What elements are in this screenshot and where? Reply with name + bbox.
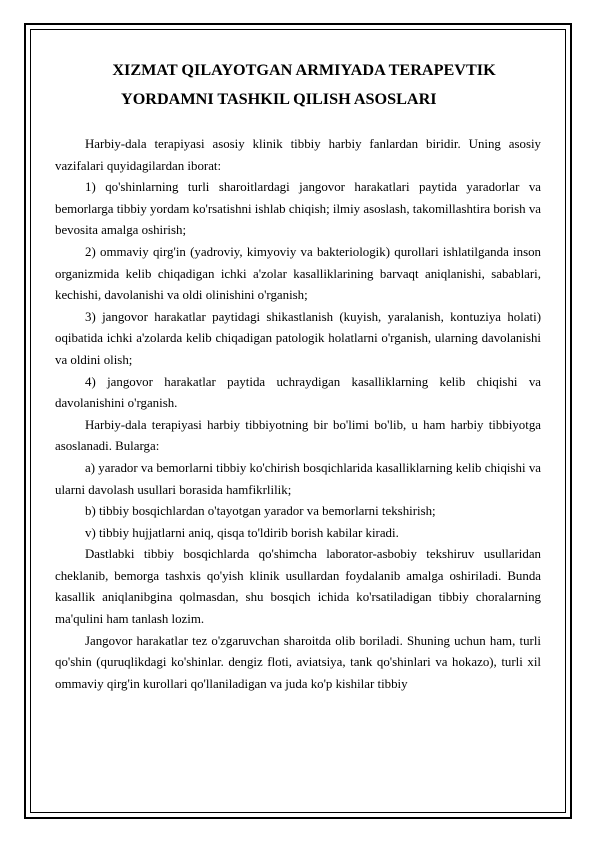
paragraph-item-1: 1) qo'shinlarning turli sharoitlardagi jangovor harakatlari paytida yaradorlar va bemorlarga tibbiy yordam ko'rsatishni ishlab chiqish; ilmiy asoslash, takomillashtira borish va bevosita amalga oshirish;: [55, 180, 541, 238]
paragraph-basis: Harbiy-dala terapiyasi harbiy tibbiyotning bir bo'limi bo'lib, u ham harbiy tibbiyotga asoslanadi. Bularga:: [55, 417, 541, 454]
paragraph-intro: Harbiy-dala terapiyasi asosiy klinik tibbiy harbiy fanlardan biridir. Uning asosiy vazifalari quyidagilardan iborat:: [55, 137, 541, 173]
document-body: [55, 134, 541, 695]
paragraph-item-a: a) yarador va bemorlarni tibbiy ko'chirish bosqichlarida kasalliklarning kelib chiqishi va ularni davolash usullari borasida hamfikrlilik;: [55, 460, 541, 497]
paragraph-item-v: v) tibbiy hujjatlarni aniq, qisqa to'ldirib borish kabilar kiradi.: [85, 525, 399, 540]
paragraph-item-3: 3) jangovor harakatlar paytidagi shikastlanish (kuyish, yaralanish, kontuziya holati) oqibatida ichki a'zolarda kelib chiqadigan patologik holatlarni o'rganish, ularning davolanishi va oldini olish;: [55, 309, 541, 367]
paragraph-initial-stages: Dastlabki tibbiy bosqichlarda qo'shimcha laborator-asbobiy tekshiruv usullaridan cheklanib, bemorga tashxis qo'yish klinik usullardan foydalanib amalga oshiriladi. Bunda kasallik aniqlanibgina qolmasdan, shu bosqich ichida ko'rsatiladigan tibbiy choralarning ma'qulini ham tanlash lozim.: [55, 547, 541, 627]
paragraph-item-2: 2) ommaviy qirg'in (yadroviy, kimyoviy va bakteriologik) qurollari ishlatilganda inson organizmida kelib chiqadigan ichki a'zolar kasalliklarining barvaqt aniqlanishi, sabablari, kechishi, davolanishi va oldi olinishini o'rganish;: [55, 244, 541, 303]
paragraph-combat-conditions: Jangovor harakatlar tez o'zgaruvchan sharoitda olib boriladi. Shuning uchun ham, turli qo'shin (quruqlikdagi ko'shinlar. dengiz floti, aviatsiya, tank qo'shinlari va hokazo), turli xil ommaviy qirg'in kurollari qo'llaniladigan va juda ko'p kishilar tibbiy: [55, 633, 541, 691]
title-line-1: XIZMAT QILAYOTGAN ARMIYADA TERAPEVTIK: [112, 61, 496, 79]
document-title: [55, 56, 541, 114]
title-line-2: YORDAMNI TASHKIL QILISH ASOSLARI: [121, 90, 437, 108]
paragraph-item-b: b) tibbiy bosqichlardan o'tayotgan yarador va bemorlarni tekshirish;: [85, 504, 436, 519]
paragraph-item-4: 4) jangovor harakatlar paytida uchraydigan kasalliklarning kelib chiqishi va davolanishini o'rganish.: [55, 374, 541, 411]
document-content: [55, 56, 541, 695]
